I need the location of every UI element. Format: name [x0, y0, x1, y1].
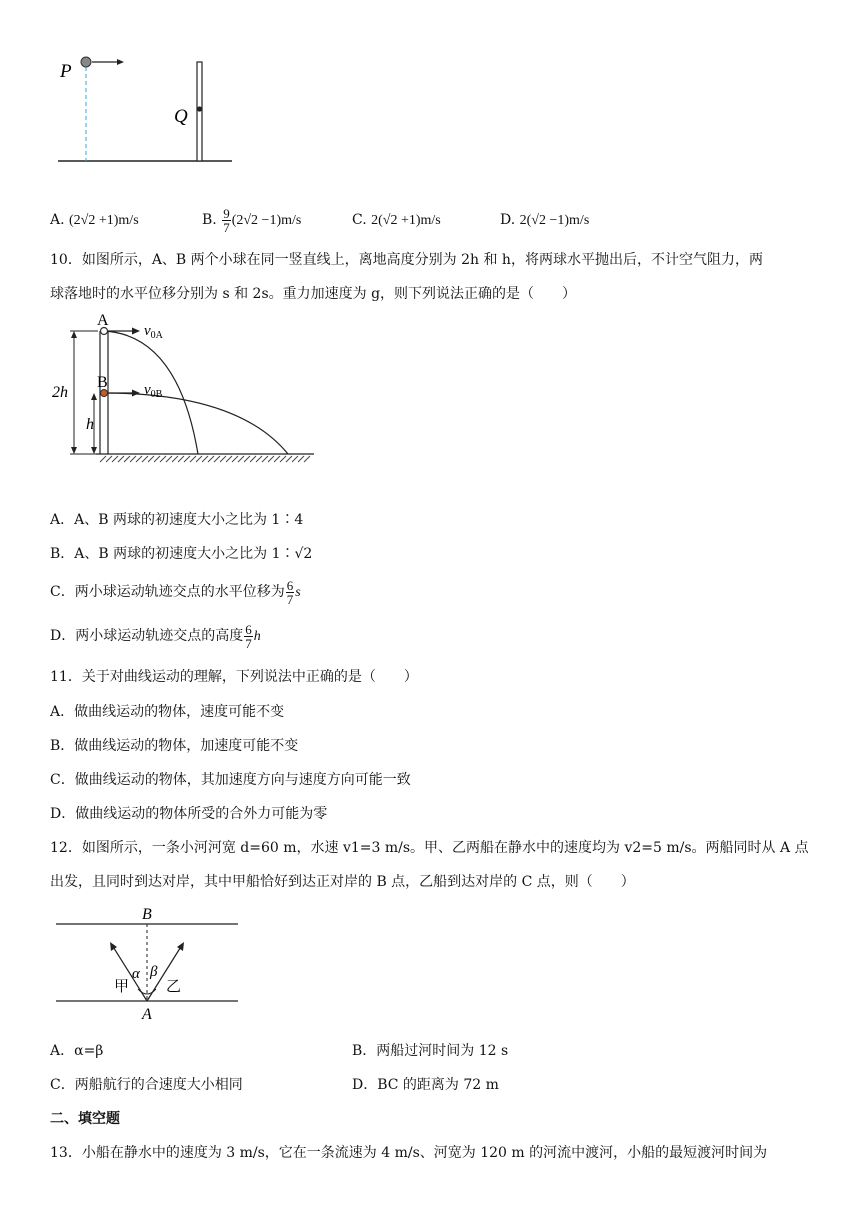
- label-yi: 乙: [166, 979, 182, 995]
- q11-stem: 11．关于对曲线运动的理解，下列说法中正确的是（ ）: [50, 669, 418, 685]
- label-h: h: [86, 416, 94, 433]
- label-2h: 2h: [52, 384, 68, 401]
- q10-stem-line2: 球落地时的水平位移分别为 s 和 2s。重力加速度为 g，则下列说法正确的是（ ）: [50, 286, 577, 302]
- figure-two-balls: [48, 310, 318, 470]
- label-ball-a: A: [97, 312, 109, 329]
- q12-option-d: D．BC 的距离为 72 m: [352, 1077, 499, 1093]
- q10-stem-line1: 10．如图所示，A、B 两个小球在同一竖直线上，离地高度分别为 2h 和 h，将两球水平抛出后，不计空气阻力，两: [50, 252, 763, 268]
- q10-option-d: D．两小球运动轨迹交点的高度 $\frac{6}{7}$ h: [50, 621, 261, 651]
- q10-option-c: C．两小球运动轨迹交点的水平位移为 $\frac{6}{7}$ s: [50, 577, 301, 607]
- label-point-a: A: [142, 1006, 152, 1023]
- q12-stem-line1: 12．如图所示，一条小河河宽 d=60 m，水速 v1=3 m/s。甲、乙两船在静水中的速度均为 v2=5 m/s。两船同时从 A 点: [50, 840, 809, 856]
- q12-stem-line2: 出发，且同时到达对岸，其中甲船恰好到达正对岸的 B 点，乙船到达对岸的 C 点，则（ ）: [50, 874, 635, 890]
- q9-option-a: A. (2√2 +1)m/s: [50, 212, 139, 228]
- q12-option-a: A．α=β: [50, 1043, 104, 1059]
- label-p: P: [60, 61, 72, 82]
- label-v0a: $v_{0A}$: [144, 323, 163, 341]
- label-beta: β: [150, 964, 158, 980]
- q12-option-b: B．两船过河时间为 12 s: [352, 1043, 509, 1059]
- q10-option-a: A．A、B 两球的初速度大小之比为 1∶4: [50, 512, 304, 528]
- label-alpha: α: [132, 966, 140, 982]
- q12-option-c: C．两船航行的合速度大小相同: [50, 1077, 243, 1093]
- q9-option-c: C. 2(√2 +1)m/s: [352, 212, 441, 228]
- q11-option-b: B．做曲线运动的物体，加速度可能不变: [50, 738, 299, 754]
- label-jia: 甲: [114, 979, 130, 995]
- label-point-b: B: [142, 906, 152, 923]
- label-v0b: $v_{0B}$: [144, 382, 163, 400]
- section-title-fill-in: 二、填空题: [50, 1111, 120, 1127]
- q13-stem: 13．小船在静水中的速度为 3 m/s，它在一条流速为 4 m/s、河宽为 120 m 的河流中渡河，小船的最短渡河时间为: [50, 1145, 768, 1161]
- q9-option-d: D. 2(√2 −1)m/s: [500, 212, 590, 228]
- q10-option-b: B．A、B 两球的初速度大小之比为 1∶√2: [50, 546, 313, 562]
- figure-projectile-pq: [50, 50, 240, 170]
- q11-option-d: D．做曲线运动的物体所受的合外力可能为零: [50, 806, 328, 822]
- q11-option-a: A．做曲线运动的物体，速度可能不变: [50, 704, 285, 720]
- label-ball-b: B: [97, 374, 108, 391]
- label-q: Q: [174, 106, 188, 127]
- figure-river-crossing: [50, 905, 250, 1025]
- q11-option-c: C．做曲线运动的物体，其加速度方向与速度方向可能一致: [50, 772, 411, 788]
- q9-option-b: B. $\frac{9}{7}$ (2√2 −1)m/s: [202, 205, 302, 235]
